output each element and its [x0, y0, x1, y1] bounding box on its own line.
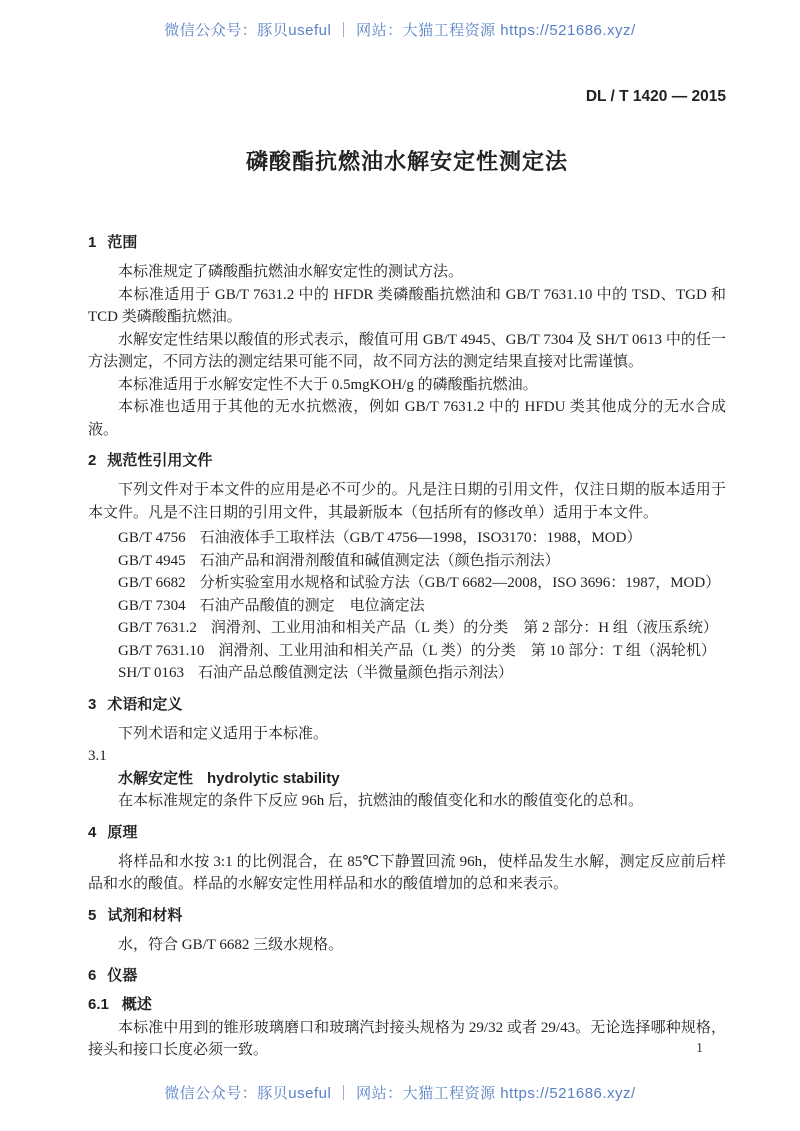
section-title: 规范性引用文件	[107, 452, 213, 469]
paragraph: 本标准规定了磷酸酯抗燃油水解安定性的测试方法。	[118, 264, 464, 280]
reference-title: 石油产品酸值的测定 电位滴定法	[199, 597, 425, 614]
reference-code: GB/T 6682	[118, 575, 186, 591]
section-number: 2	[88, 452, 97, 469]
term-chinese: 水解安定性	[118, 769, 194, 787]
section-heading-apparatus	[88, 965, 726, 988]
reference-code: GB/T 7304	[118, 597, 186, 614]
section-number: 3	[88, 695, 97, 713]
footer-watermark: 微信公众号：豚贝useful ｜ 网站：大猫工程资源 https://521686.xyz/	[164, 1085, 636, 1102]
reference-title: 石油产品总酸值测定法（半微量颜色指示剂法）	[197, 665, 513, 681]
reference-title: 石油产品和润滑剂酸值和碱值测定法（颜色指示剂法）	[199, 552, 560, 569]
section-heading-normative-references	[88, 450, 726, 473]
section-heading-scope	[88, 232, 726, 255]
page-content	[88, 0, 726, 1062]
reference-code: GB/T 7631.2	[118, 620, 197, 636]
subsection-number: 6.1	[88, 996, 109, 1013]
reference-title: 分析实验室用水规格和试验方法（GB/T 6682—2008，ISO 3696：1987，MOD）	[199, 575, 721, 591]
paragraph: 本标准也适用于其他的无水抗燃液，例如 GB/T 7631.2 中的 HFDU 类其他成分的无水合成液。	[88, 399, 726, 438]
standard-number: DL / T 1420 — 2015	[585, 88, 726, 105]
document-title: 磷酸酯抗燃油水解安定性测定法	[245, 149, 568, 174]
reference-item	[118, 527, 726, 550]
term-english: hydrolytic stability	[207, 769, 340, 787]
subsection-title: 概述	[121, 996, 152, 1013]
section-number: 4	[88, 823, 97, 841]
reference-title: 润滑剂、工业用油和相关产品（L 类）的分类 第 2 部分：H 组（液压系统）	[210, 620, 718, 636]
reference-list	[88, 527, 726, 685]
header-watermark: 微信公众号：豚贝useful ｜ 网站：大猫工程资源 https://521686.xyz/	[164, 22, 636, 39]
paragraph: 本标准适用于 GB/T 7631.2 中的 HFDR 类磷酸酯抗燃油和 GB/T 7631.10 中的 TSD、TGD 和 TCD 类磷酸酯抗燃油。	[88, 286, 726, 325]
section-number: 1	[88, 234, 97, 251]
paragraph: 水解安定性结果以酸值的形式表示，酸值可用 GB/T 4945、GB/T 7304 及 SH/T 0613 中的任一方法测定，不同方法的测定结果可能不同，故不同方法的测定结果直接对比需谨慎。	[88, 331, 726, 370]
reference-item	[118, 640, 726, 663]
section-heading-principle	[88, 822, 726, 845]
section-number: 5	[88, 906, 97, 924]
section-heading-reagents	[88, 905, 726, 928]
section-number: 6	[88, 967, 97, 984]
subsection-heading-overview	[88, 994, 726, 1017]
section-title: 范围	[107, 234, 138, 251]
section-title: 仪器	[107, 967, 138, 984]
paragraph: 本标准中用到的锥形玻璃磨口和玻璃汽封接头规格为 29/32 或者 29/43。无论选择哪种规格，接头和接口长度必须一致。	[88, 1019, 726, 1058]
paragraph: 将样品和水按 3:1 的比例混合，在 85℃下静置回流 96h，使样品发生水解，测定反应前后样品和水的酸值。样品的水解安定性用样品和水的酸值增加的总和来表示。	[88, 853, 726, 892]
term-definition: 在本标准规定的条件下反应 96h 后，抗燃油的酸值变化和水的酸值变化的总和。	[118, 793, 644, 809]
section-title: 术语和定义	[107, 695, 183, 713]
reference-code: GB/T 4945	[118, 552, 186, 569]
reference-title: 石油液体手工取样法（GB/T 4756—1998，ISO3170：1988，MOD）	[199, 530, 642, 546]
reference-code: GB/T 7631.10	[118, 642, 205, 659]
reference-item	[118, 572, 726, 595]
paragraph: 下列术语和定义适用于本标准。	[118, 725, 329, 742]
reference-code: GB/T 4756	[118, 530, 186, 546]
reference-title: 润滑剂、工业用油和相关产品（L 类）的分类 第 10 部分：T 组（涡轮机）	[218, 642, 716, 659]
term-entry	[118, 768, 726, 791]
reference-item	[118, 550, 726, 573]
section-heading-terms	[88, 694, 726, 717]
paragraph: 下列文件对于本文件的应用是必不可少的。凡是注日期的引用文件，仅注日期的版本适用于本文件。凡是不注日期的引用文件，其最新版本（包括所有的修改单）适用于本文件。	[88, 482, 726, 521]
reference-item	[118, 617, 726, 640]
section-title: 试剂和材料	[107, 906, 183, 924]
reference-code: SH/T 0163	[118, 665, 184, 681]
reference-item	[118, 662, 726, 685]
section-title: 原理	[107, 823, 138, 841]
reference-item	[118, 595, 726, 618]
paragraph: 本标准适用于水解安定性不大于 0.5mgKOH/g 的磷酸酯抗燃油。	[118, 376, 538, 393]
term-item-number: 3.1	[88, 748, 107, 764]
page-number: 1	[696, 1041, 703, 1056]
paragraph: 水，符合 GB/T 6682 三级水规格。	[118, 936, 344, 953]
